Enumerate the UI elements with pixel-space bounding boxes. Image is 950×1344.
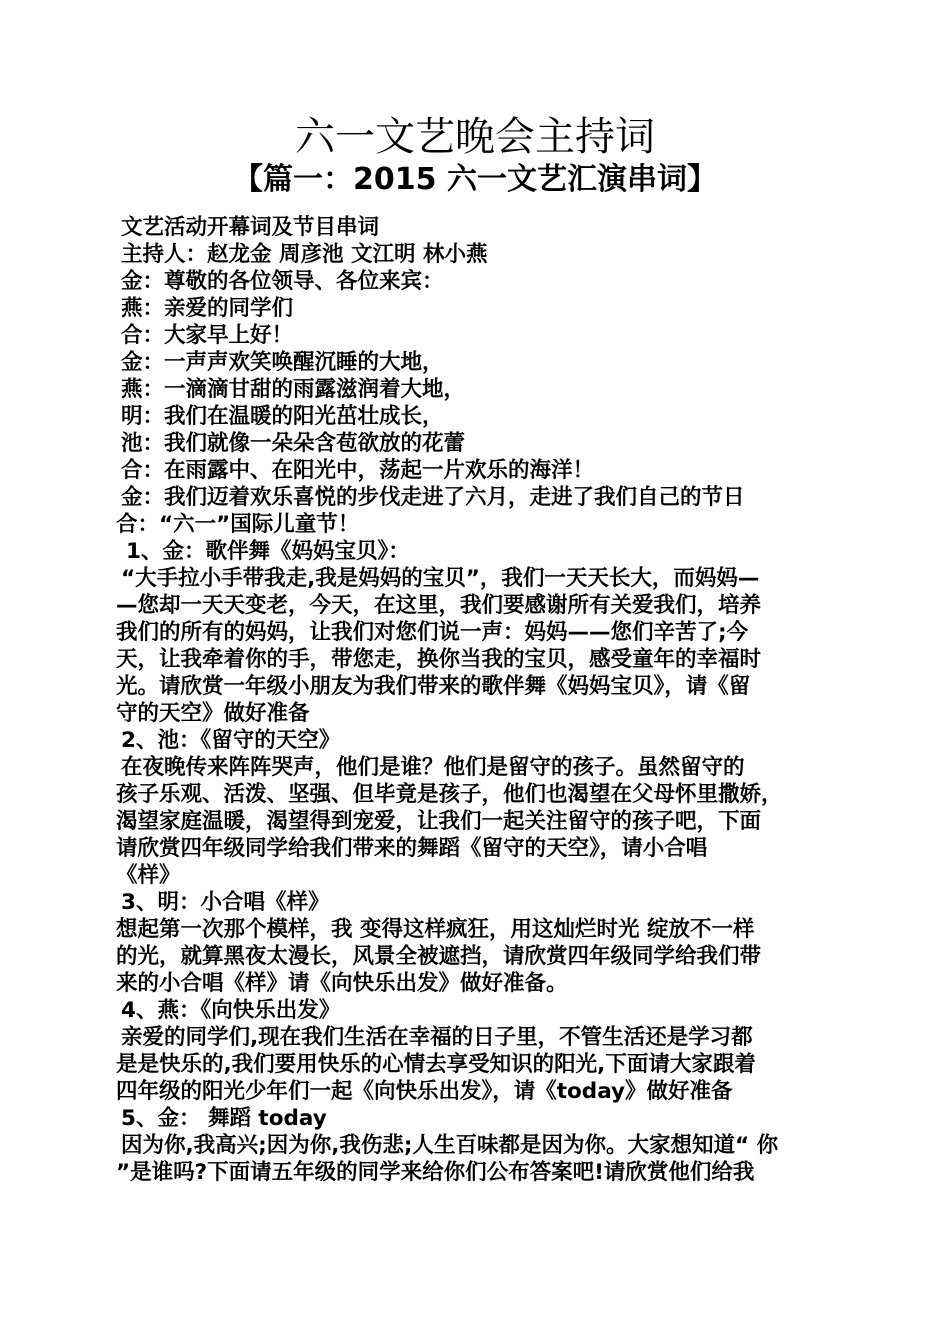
body-line: 主持人：赵龙金 周彦池 文江明 林小燕 <box>121 242 488 267</box>
body-line: 天，让我牵着你的手，带您走，换你当我的宝贝，感受童年的幸福时 <box>116 647 762 672</box>
body-line: 光。请欣赏一年级小朋友为我们带来的歌伴舞《妈妈宝贝》，请《留 <box>116 674 751 699</box>
document-subtitle: 【篇一：2015 六一文艺汇演串词】 <box>233 162 717 197</box>
body-line: 《样》 <box>116 863 181 888</box>
body-line: 四年级的阳光少年们一起《向快乐出发》，请《today》做好准备 <box>116 1079 733 1104</box>
body-line: 金：尊敬的各位领导、各位来宾： <box>121 269 444 294</box>
section-heading: 1、金：歌伴舞《妈妈宝贝》： <box>126 539 410 564</box>
body-line: 想起第一次那个模样，我 变得这样疯狂，用这灿烂时光 绽放不一样 <box>116 917 755 942</box>
body-line: 的光，就算黑夜太漫长，风景全被遮挡，请欣赏四年级同学给我们带 <box>116 944 762 969</box>
section-heading: 3、明：小合唱《样》 <box>121 890 330 915</box>
body-line: ”是谁吗?下面请五年级的同学来给你们公布答案吧!请欣赏他们给我 <box>116 1160 755 1185</box>
body-line: 我们的所有的妈妈，让我们对您们说一声：妈妈——您们辛苦了;今 <box>116 620 749 645</box>
body-line: 渴望家庭温暖，渴望得到宠爱，让我们一起关注留守的孩子吧，下面 <box>116 809 762 834</box>
section-heading: 2、池：《留守的天空》 <box>121 728 341 753</box>
body-line: 燕：亲爱的同学们 <box>121 296 294 321</box>
body-line: 是是快乐的,我们要用快乐的心情去享受知识的阳光,下面请大家跟着 <box>116 1052 756 1077</box>
body-line: 孩子乐观、活泼、坚强、但毕竟是孩子，他们也渴望在父母怀里撒娇， <box>116 782 783 807</box>
body-line: 在夜晚传来阵阵哭声，他们是谁？他们是留守的孩子。虽然留守的 <box>121 755 745 780</box>
body-line: 合：在雨露中、在阳光中，荡起一片欢乐的海洋！ <box>121 458 595 483</box>
document-title: 六一文艺晚会主持词 <box>295 114 655 160</box>
body-line: 池：我们就像一朵朵含苞欲放的花蕾 <box>121 431 466 456</box>
body-line: “大手拉小手带我走,我是妈妈的宝贝”，我们一天天长大，而妈妈— <box>121 566 760 591</box>
body-line: 燕：一滴滴甘甜的雨露滋润着大地， <box>121 377 466 402</box>
body-line: 文艺活动开幕词及节目串词 <box>121 215 380 240</box>
body-line: 合：“六一”国际儿童节！ <box>116 512 360 537</box>
document-body <box>116 214 842 1186</box>
section-heading: 4、燕：《向快乐出发》 <box>121 998 341 1023</box>
body-line: 守的天空》做好准备 <box>116 701 310 726</box>
body-line: 来的小合唱《样》请《向快乐出发》做好准备。 <box>116 971 568 996</box>
section-heading: 5、金： 舞蹈 today <box>121 1106 327 1131</box>
body-line: 因为你,我高兴;因为你,我伤悲;人生百味都是因为你。大家想知道“ 你 <box>121 1133 779 1158</box>
body-line: 请欣赏四年级同学给我们带来的舞蹈《留守的天空》，请小合唱 <box>116 836 708 861</box>
body-line: 明：我们在温暖的阳光茁壮成长， <box>121 404 444 429</box>
body-line: —您却一天天变老，今天，在这里，我们要感谢所有关爱我们，培养 <box>116 593 762 618</box>
body-line: 合：大家早上好！ <box>121 323 294 348</box>
body-line: 金：一声声欢笑唤醒沉睡的大地， <box>121 350 444 375</box>
body-line: 金：我们迈着欢乐喜悦的步伐走进了六月，走进了我们自己的节日 <box>121 485 745 510</box>
body-line: 亲爱的同学们,现在我们生活在幸福的日子里，不管生活还是学习都 <box>121 1025 753 1050</box>
